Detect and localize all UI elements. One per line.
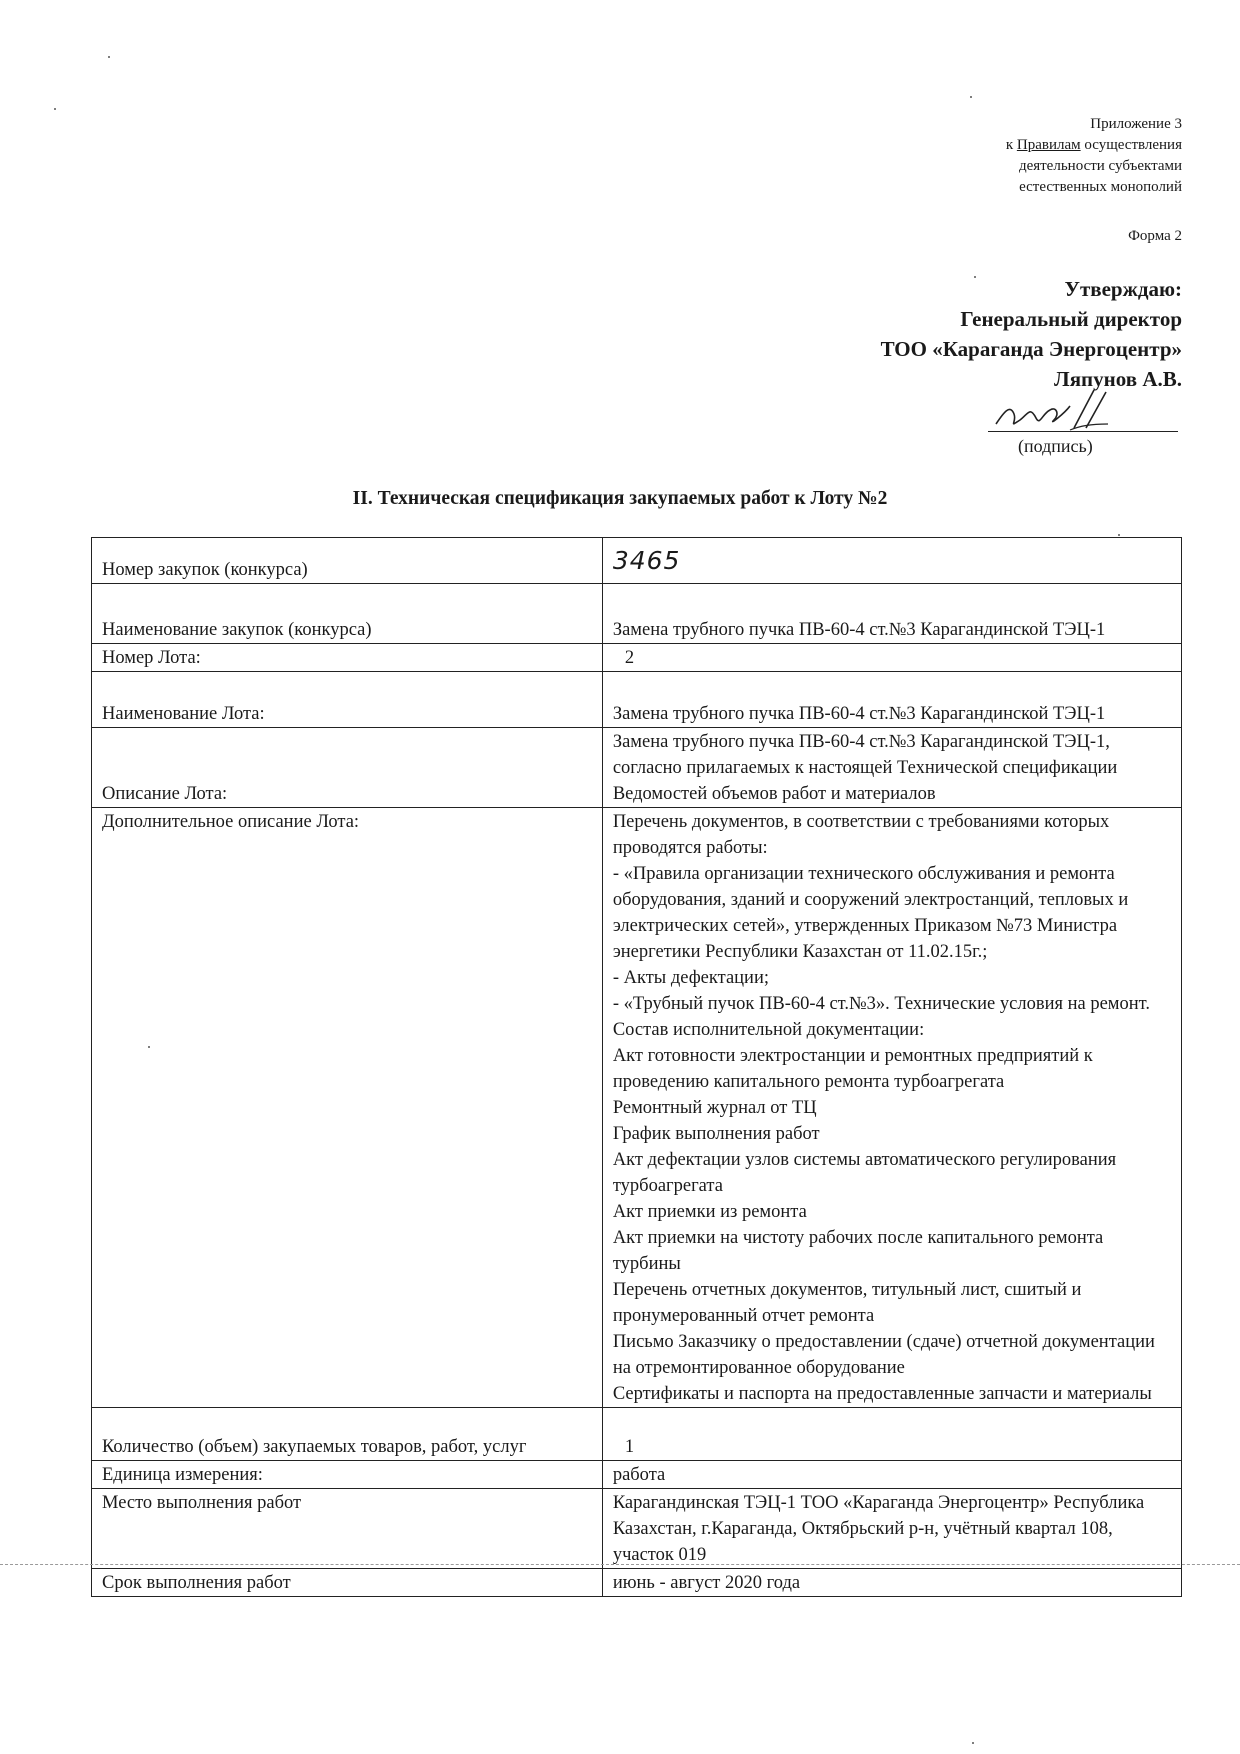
approval-block [881, 274, 1182, 394]
table-row [92, 644, 1182, 672]
approval-line: ТОО «Караганда Энергоцентр» [880, 337, 1182, 361]
appendix-reference [1006, 114, 1182, 198]
doc-list-line: Акт дефектации узлов системы автоматического регулирования турбоагрегата [612, 1150, 1117, 1196]
scan-speck [148, 1046, 150, 1048]
row-label: Номер Лота: [92, 644, 603, 672]
row-value [602, 538, 1181, 584]
appendix-line: к Правилам осуществления [1005, 137, 1182, 153]
row-label: Место выполнения работ [92, 1489, 603, 1569]
doc-list-line: Состав исполнительной документации: [612, 1020, 925, 1040]
doc-list-line: Акт приемки из ремонта [612, 1202, 807, 1222]
doc-list-line: Перечень документов, в соответствии с требованиями которых проводятся работы: [612, 812, 1110, 858]
scan-speck [974, 276, 976, 278]
row-label: Количество (объем) закупаемых товаров, работ, услуг [92, 1408, 603, 1461]
row-value [602, 644, 1181, 672]
doc-list-line: График выполнения работ [612, 1124, 820, 1144]
doc-list-line: Акт готовности электростанции и ремонтных предприятий к проведению капитального ремонта турбоагрегата [612, 1046, 1093, 1092]
doc-list-line: - Акты дефектации; [612, 968, 769, 988]
table-row [92, 1461, 1182, 1489]
appendix-line: естественных монополий [1019, 179, 1182, 195]
row-value: Замена трубного пучка ПВ-60-4 ст.№3 Карагандинской ТЭЦ-1, согласно прилагаемых к настоящей Технической спецификации Ведомостей объемов работ и материалов [602, 728, 1181, 808]
handwritten-signature [990, 384, 1114, 438]
specification-table [91, 537, 1182, 1597]
doc-list-line: - «Трубный пучок ПВ-60-4 ст.№3». Технические условия на ремонт. [612, 994, 1150, 1014]
approval-line: Генеральный директор [960, 307, 1182, 331]
row-label: Срок выполнения работ [92, 1569, 603, 1597]
approval-line: Ляпунов А.В. [1054, 367, 1182, 391]
appendix-line: деятельности субъектами [1018, 158, 1182, 174]
signature-caption: (подпись) [1018, 436, 1093, 456]
table-row [92, 728, 1182, 808]
doc-list-line: Письмо Заказчику о предоставлении (сдаче) отчетной документации на отремонтированное оборудование [612, 1332, 1155, 1378]
table-row [92, 584, 1182, 644]
scan-speck [972, 1742, 974, 1744]
lot-number: 2 [624, 648, 635, 668]
row-label: Наименование закупок (конкурса) [92, 584, 603, 644]
appendix-line: Приложение 3 [1090, 116, 1182, 132]
doc-list-line: Перечень отчетных документов, титульный лист, сшитый и пронумерованный отчет ремонта [612, 1280, 1082, 1326]
form-number: Форма 2 [1128, 228, 1182, 244]
rules-link-text: Правилам [1016, 137, 1081, 153]
doc-list-line: Сертификаты и паспорта на предоставленные запчасти и материалы [612, 1384, 1152, 1404]
row-label: Номер закупок (конкурса) [92, 538, 603, 584]
row-value: Замена трубного пучка ПВ-60-4 ст.№3 Карагандинской ТЭЦ-1 [602, 672, 1181, 728]
signature-line [988, 431, 1178, 432]
row-value [602, 808, 1181, 1408]
scan-speck [970, 96, 972, 98]
quantity-value: 1 [624, 1437, 635, 1457]
table-row [92, 1569, 1182, 1597]
doc-list-line: Ремонтный журнал от ТЦ [612, 1098, 817, 1118]
doc-list-line: Акт приемки на чистоту рабочих после капитального ремонта турбины [612, 1228, 1104, 1274]
doc-list-line: - «Правила организации технического обслуживания и ремонта оборудования, зданий и сооружений электростанций, тепловых и электрических сетей», утвержденных Приказом №73 Министра энергетики Республики Казахстан от 11.02.15г.; [612, 864, 1129, 962]
scan-speck [1118, 534, 1120, 536]
row-label: Единица измерения: [92, 1461, 603, 1489]
scan-speck [54, 108, 56, 110]
table-row [92, 1408, 1182, 1461]
row-label: Описание Лота: [92, 728, 603, 808]
handwritten-number: 3465 [612, 545, 681, 575]
table-row [92, 1489, 1182, 1569]
row-label: Дополнительное описание Лота: [92, 808, 603, 1408]
document-title: II. Техническая спецификация закупаемых работ к Лоту №2 [352, 488, 888, 509]
row-value: июнь - август 2020 года [602, 1569, 1181, 1597]
row-value: Замена трубного пучка ПВ-60-4 ст.№3 Карагандинской ТЭЦ-1 [602, 584, 1181, 644]
scan-speck [108, 56, 110, 58]
table-row [92, 808, 1182, 1408]
approval-line: Утверждаю: [1064, 277, 1182, 301]
row-label: Наименование Лота: [92, 672, 603, 728]
row-value [602, 1408, 1181, 1461]
table-row [92, 538, 1182, 584]
scan-fold-line [0, 1564, 1240, 1565]
row-value: работа [602, 1461, 1181, 1489]
table-row [92, 672, 1182, 728]
row-value: Карагандинская ТЭЦ-1 ТОО «Караганда Энергоцентр» Республика Казахстан, г.Караганда, Октябрьский р-н, учётный квартал 108, участок 019 [602, 1489, 1181, 1569]
